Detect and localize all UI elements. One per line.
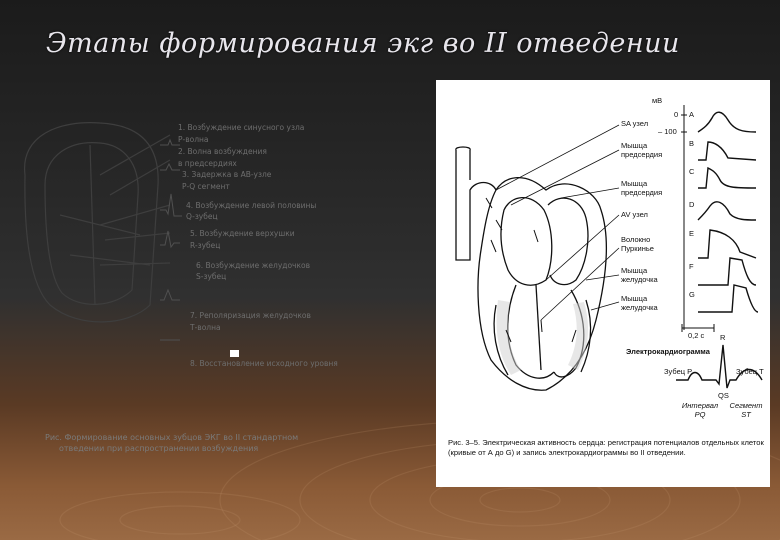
right-figure-caption: Рис. 3–5. Электрическая активность сердца: регистрация потенциалов отдельных клеток (кривые от А до G) и запись электрокардиограммы во II отведении. [448, 438, 764, 457]
left-label-1: 1. Возбуждение синусного узла [178, 123, 305, 132]
ecg-p-wave-label: Зубец P [664, 367, 693, 376]
row-letter-g: G [689, 290, 695, 299]
ecg-st-segment-label: Сегмент ST [729, 401, 763, 419]
row-name-b: Мышца предсердия [621, 141, 663, 159]
ecg-pq-interval-label: Интервал PQ [681, 401, 719, 419]
axis-zero: 0 [674, 110, 679, 119]
axis-minus-100: – 100 [658, 127, 677, 136]
row-letter-a: A [689, 110, 695, 119]
row-letter-b: B [689, 139, 695, 148]
left-label-15: 8. Восстановление исходного уровня [190, 359, 338, 368]
left-label-3: 2. Волна возбуждения [178, 147, 267, 156]
left-label-5: 3. Задержка в АВ-узле [182, 170, 272, 179]
left-label-2: Р-волна [178, 135, 209, 144]
left-caption-line2: отведении при распространении возбуждения [59, 444, 259, 453]
left-label-4: в предсердиях [178, 159, 237, 168]
row-name-f: Мышца желудочка [621, 266, 658, 284]
left-label-7: 4. Возбуждение левой половины [186, 201, 317, 210]
unit-mv: мВ [652, 96, 663, 105]
ecg-title: Электрокардиограмма [626, 347, 710, 356]
left-label-13: 7. Реполяризация желудочков [190, 311, 311, 320]
left-heart-drawing [0, 115, 330, 375]
left-label-8: Q-зубец [186, 212, 218, 221]
left-heart-figure [0, 115, 338, 375]
left-label-11: 6. Возбуждение желудочков [196, 261, 311, 270]
row-name-g: Мышца желудочка [621, 294, 658, 312]
left-caption-line1: Рис. Формирование основных зубцов ЭКГ во II стандартном [45, 433, 299, 442]
slide-title: Этапы формирования экг во II отведении [46, 28, 680, 59]
row-letter-c: C [689, 167, 695, 176]
ecg-qs-label: QS [718, 391, 729, 400]
left-label-9: 5. Возбуждение верхушки [190, 229, 295, 238]
row-name-c: Мышца предсердия [621, 179, 663, 197]
left-caption [45, 432, 298, 454]
row-name-a: SA узел [621, 119, 649, 128]
row-letter-f: F [689, 262, 694, 271]
right-heart-drawing [436, 80, 770, 487]
white-marker [230, 350, 239, 357]
right-figure-panel [436, 80, 770, 487]
ecg-r-label: R [720, 333, 726, 342]
row-letter-d: D [689, 200, 695, 209]
row-name-d: AV узел [621, 210, 648, 219]
left-label-12: S-зубец [196, 272, 227, 281]
left-label-14: Т-волна [190, 323, 221, 332]
row-letter-e: E [689, 229, 695, 238]
left-label-10: R-зубец [190, 241, 221, 250]
row-name-e: Волокно Пуркинье [621, 235, 654, 253]
left-label-6: Р-Q сегмент [182, 182, 230, 191]
ecg-t-wave-label: Зубец T [736, 367, 764, 376]
time-scale-label: 0,2 с [688, 331, 705, 340]
